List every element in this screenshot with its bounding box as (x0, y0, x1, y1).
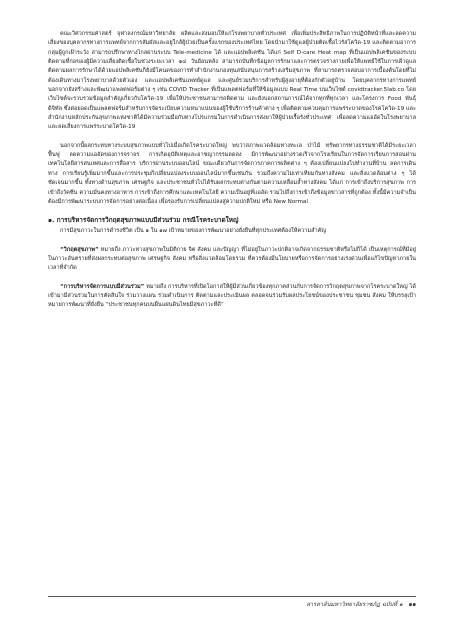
footer-publication: สารสาส์นมหาวิทยาลัยราชภัฏ ฉบับที่ ๑ (306, 602, 403, 608)
page-footer (48, 596, 416, 616)
page-number: ๑๑ (408, 602, 416, 608)
intro-paragraph: คณะวิศวกรรมศาสตร์ จุฬาลงกรณ์มหาวิทยาลัย ผลิตและส่งมอบให้แก่โรงพยาบาลทั่วประเทศ เพื่อเพิ่มประสิทธิภาพในการปฏิบัติหน้าที่และลดความเสี่ยงของบุคลากรทางการแพทย์จากการสัมผัสและอยู่ใกล้ผู้ป่วยเป็นครั้งแรกของประเทศไทย โดยนำมาใช้ดูแลผู้ป่วยติดเชื้อไวรัสโควิด-19 และติดตามอาการกลุ่มผู้ถูกเฝ้าระวัง สามารถปรึกษาทางไกลผ่านระบบ Tele-medicine ได้ และแอปพลิเคชัน ได้แก่ Self D-care Heat map ที่เป็นแอปพลิเคชันของระบบติดตามที่ก่อของผู้มีความเสี่ยงติดเชื้อในช่วงระยะเวลา ๑๔ วันย้อนหลัง สามารถบันทึกข้อมูลการรักษาและการตรวจร่างกายเพื่อให้แพทย์ใช้ในการเฝ้าดูแลติดตามผลการรักษาได้ด้วยแอปพลิเคชันก็ยังมีโคนดของการทำสำนักงานกองทุนสนับสนุนการสร้างเสริมสุขภาพ ที่สามารถตรวจสอบอาการเบื้องต้นโดยที่ไม่ต้องเดินทางมาโรงพยาบาลด้วยตัวเอง และแอปพลิเคชันแพทย์ดูแล และศูนย์รวมบริการสำหรับผู้สูงอายุที่ต้องกักตัวอยู่บ้าน โดยบุคลากรทางการแพทย์ นอกจากยังสร้างและพัฒนาแพลตฟอร์มต่าง ๆ เช่น COVID Tracker ที่เป็นแพลตฟอร์มที่ให้ข้อมูลแบบ Real Time บนเว็บไซต์ covidtracker.5lab.co โดยเว็บไซต์จะรวบรวมข้อมูลสำคัญเกี่ยวกับโควิด-19 เพื่อให้ประชาชนสามารถติดตาม และยังบอกสถานการณ์ได้จากทุกที่ทุกเวลา และโครงการ Food พันธุ์ ดิจิทัล ซึ่งต่อยอดเป็นแพลตฟอร์มสำหรับการจัดระเบียบความหนาแน่นของผู้ใช้บริการร้านค้าต่าง ๆ เพื่อติดตามควบคุมการแพร่ระบาดของโรคโควิด-19 และสำนักงานหลักประกันสุขภาพแห่งชาติได้มีความร่วมมือกับทางโปรแกรมในการดำเนินการส่งยาให้ผู้ป่วยเรื้อรังทั่วประเทศ เพื่อลดความแออัดในโรงพยาบาลและลดเสี่ยงการแพร่ระบาดโควิด-19 (48, 31, 416, 131)
footer-divider (48, 596, 416, 597)
section-heading: ๑. การบริหารจัดการวิกฤตสุขภาพแบบมีส่วนร่วม กรณีโรคระบาดใหญ่ (48, 216, 239, 225)
term-participatory-management: “การบริหารจัดการแบบมีส่วนร่วม” (60, 283, 145, 290)
definition-health-crisis: หมายถึง ภาวะทางสุขภาพในมิติกาย จิต สังคม และปัญญา ที่ไม่อยู่ในภาวะปกติอาจเกิดจากธรรมชาติหรือไม่ก็ได้ เป็นเหตุการณ์ที่มีอยู่ในภาวะอันตรายที่ส่งผลกระทบต่อสุขภาพ เศรษฐกิจ สังคม หรือสิ่งแวดล้อมโดยรวม ที่ควรต้องมีนโยบายหรือการจัดการอย่างเร่งด่วนเพื่อแก้ไขปัญหาภายในเวลาที่จำกัด (48, 246, 416, 272)
term-health-crisis: “วิกฤตสุขภาพ” (60, 246, 99, 253)
section-paragraph-1: การมีสุขภาวะในการดำรงชีวิต เป็น ๑ ใน ๑๗ เป้าหมายของการพัฒนาอย่างยั่งยืนที่ทุกประเทศต้องให้ความสำคัญ (60, 228, 327, 235)
impact-paragraph: นอกจากนี้ผลกระทบทางระบบสุขภาพแบบทั่วไปเมื่อเกิดโรคระบาดใหญ่ พบว่าสภาพแวดล้อมทางทะเล ป่าไม้ ทรัพยากรทางธรรมชาติได้มีระยะเวลาฟื้นฟู ลดความแออัดของการจราจร การเกิดอุบัติเหตุและอาชญากรรมลดลง มีการพัฒนาอย่างรวดเร็วจากโรงเรียนในการจัดการเรียนการสอนผ่านเทคโนโลยีสารสนเทศและการสื่อสาร บริการผ่านระบบออนไลน์ ขณะเดียวกันการจัดการภาคการผลิตต่าง ๆ ต้องเปลี่ยนแปลงไปทำงานที่บ้าน ลดการเดินทาง การเรียนรู้เพิ่มมากขึ้นและการประชุมก็เปลี่ยนแปลงระบบออนไลน์มากขึ้นเช่นกัน รวมถึงความไม่เท่าเทียมกันทางสังคม และสิ่งแวดล้อมต่าง ๆ ได้ชัดเจนมากขึ้น ทั้งทางด้านสุขภาพ เศรษฐกิจ และประชาชนทั่วไปได้รับผลกระทบต่างกันตามความเหลื่อมล้ำทางสังคม ได้แก่ การเข้าถึงบริการสุขภาพ การเข้าถึงวัคซีน ความมั่นคงทางอาหาร การเข้าถึงการศึกษาและเทคโนโลยี ความเป็นอยู่ที่แออัด รวมไปถึงการเข้าถึงข้อมูลข่าวสารที่ถูกต้อง ทั้งนี้มีความจำเป็นต้องมีการพัฒนาระบบการจัดการอย่างต่อเนื่อง เพื่อรองรับการเปลี่ยนแปลงสู่ความปกติใหม่ หรือ New Normal (48, 142, 416, 205)
section-paragraph-3 (48, 283, 416, 311)
definition-participatory-management: หมายถึง การบริหารที่เปิดโอกาสให้ผู้มีส่วนเกี่ยวข้องทุกภาคส่วนกับการจัดการวิกฤตสุขภาพจากโรคระบาดใหญ่ ได้เข้ามามีส่วนร่วมในการตัดสินใจ ร่วมวางแผน ร่วมดำเนินการ ติดตามและประเมินผล ตลอดจนร่วมรับผลประโยชน์ของประชาชน ชุมชน สังคม ให้บรรลุเป้าหมายการพัฒนาที่ยั่งยืน “ประชาชนทุกคนบนผืนแผ่นดินไทยมีสุขภาวะที่ดี” (48, 283, 416, 309)
body-text (48, 30, 416, 311)
section-paragraph-2 (48, 246, 416, 274)
footer-label (306, 601, 416, 610)
